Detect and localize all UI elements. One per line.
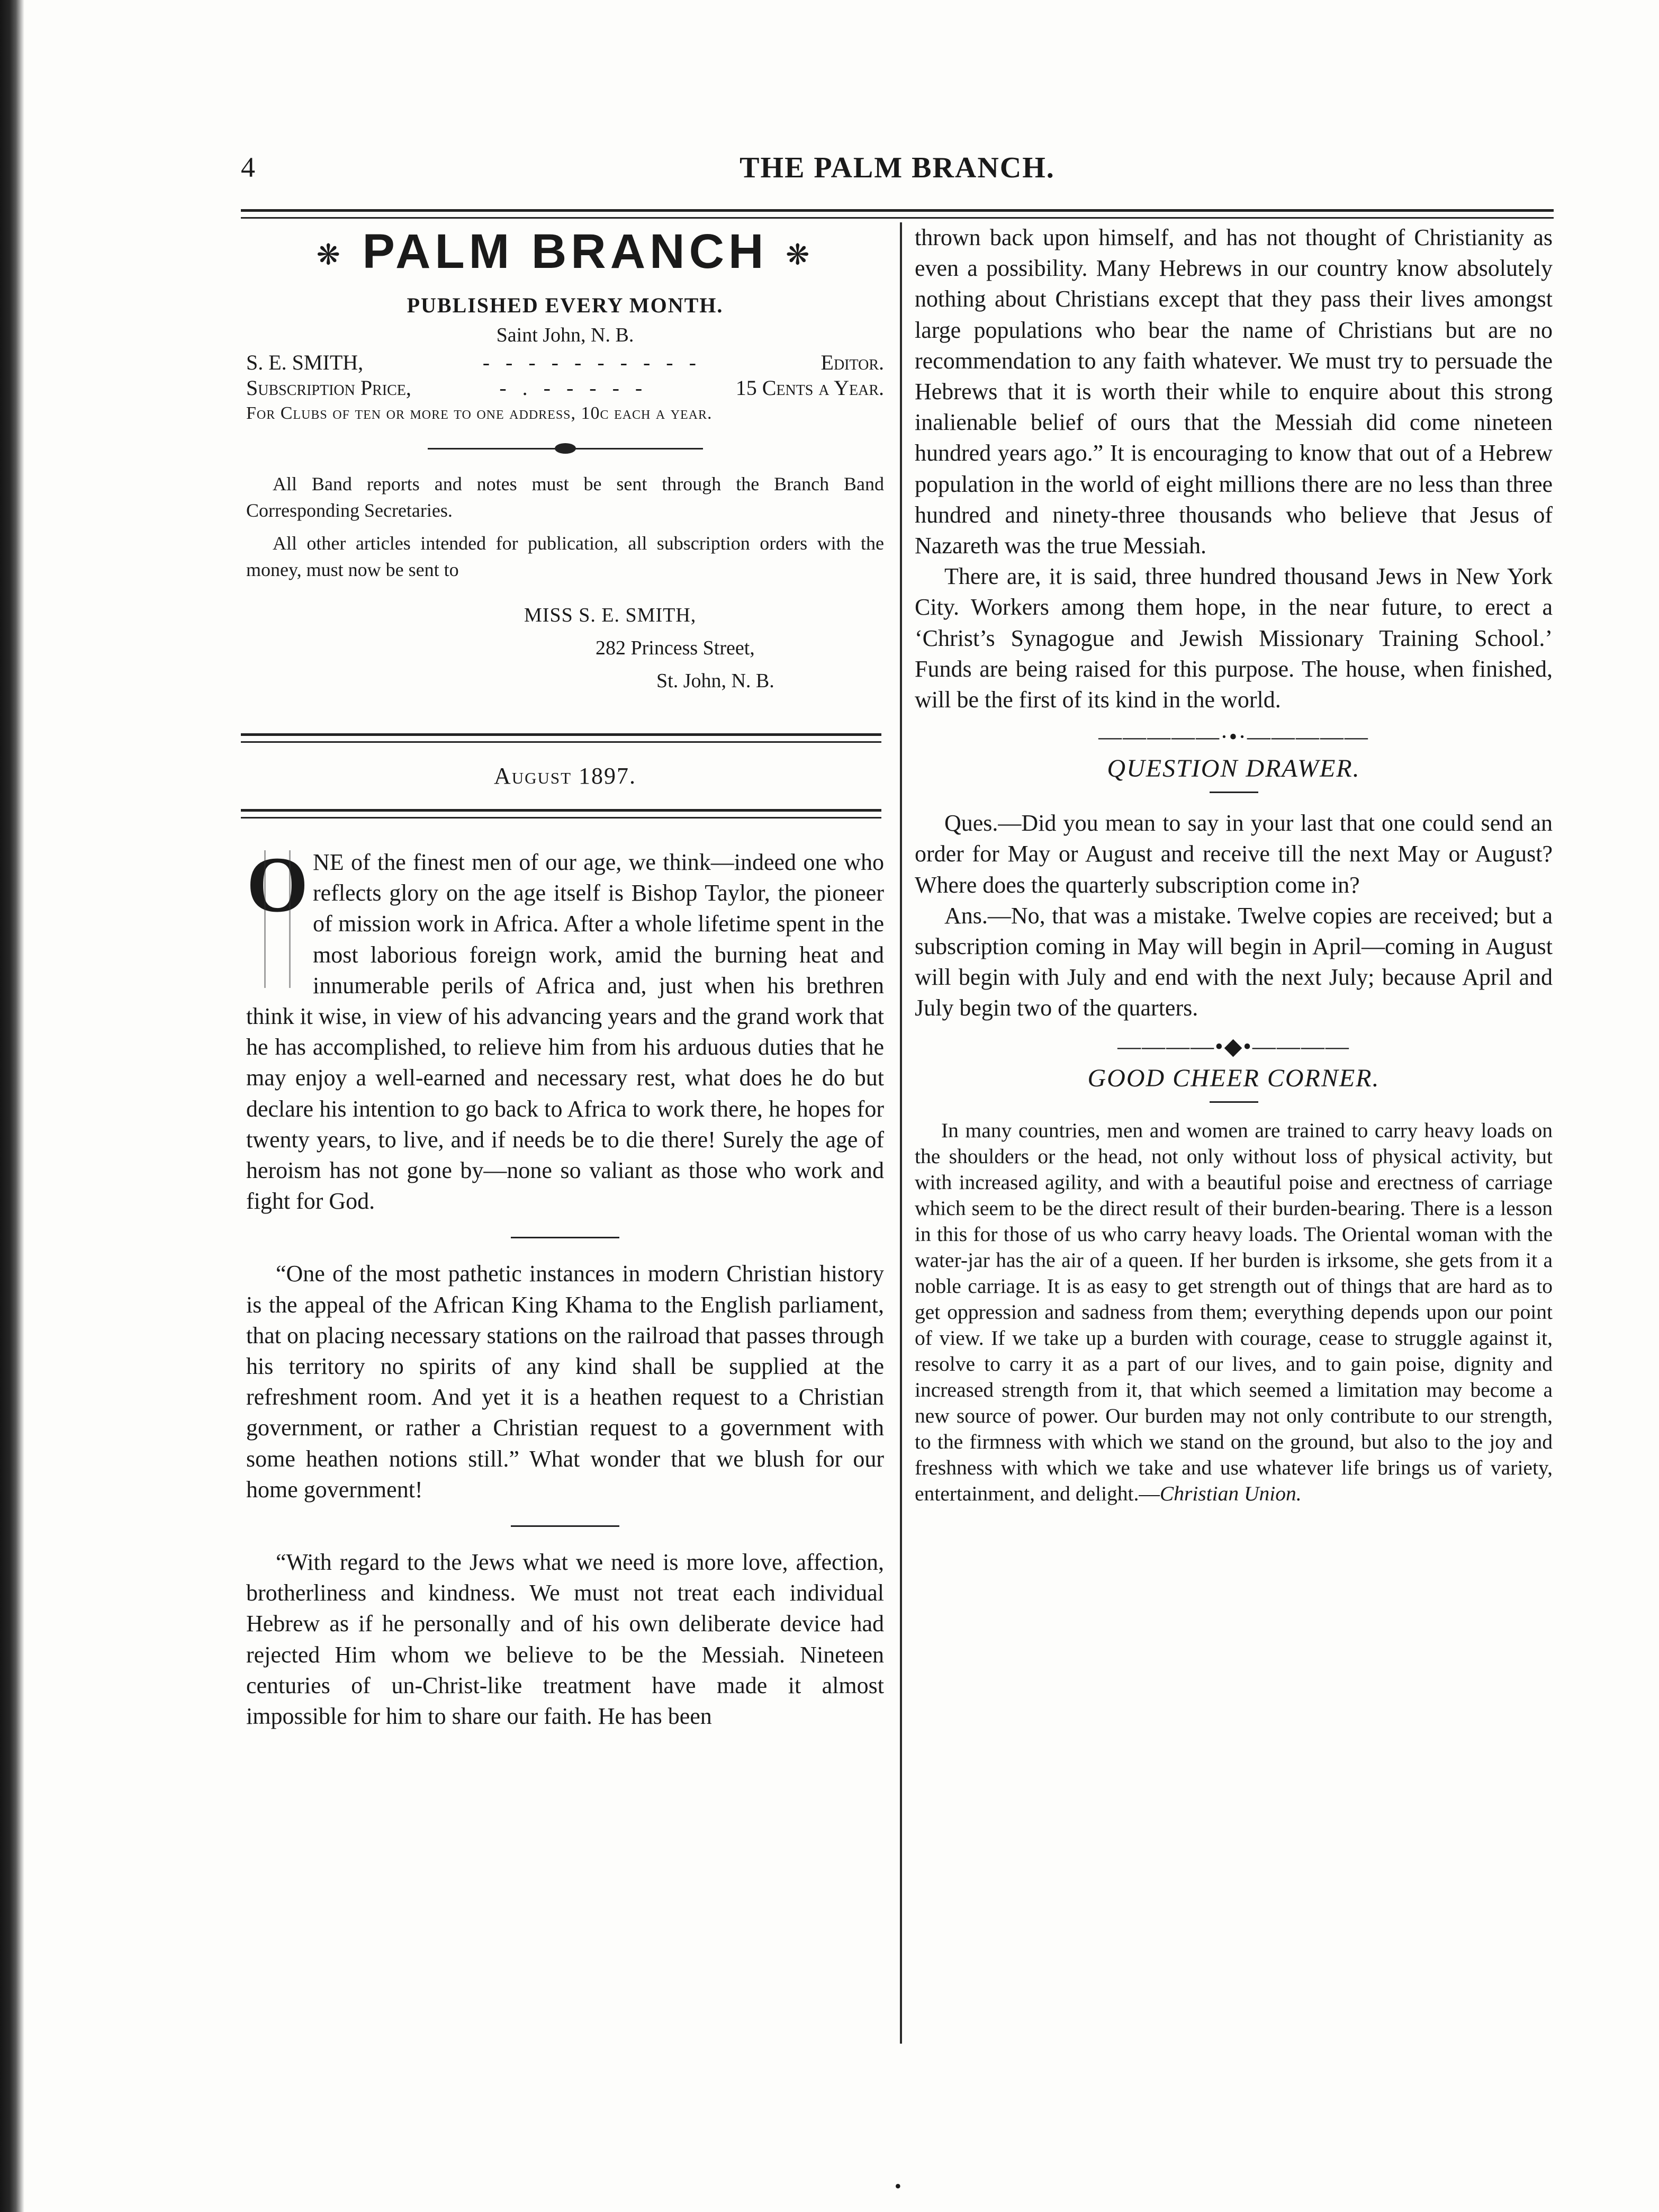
notice-articles: All other articles intended for publication, all subscription orders with the money, must now be sent to: [246, 532, 884, 580]
section-rule: [511, 1237, 619, 1238]
header-double-rule: [241, 209, 1554, 219]
jews-paragraph-start: “With regard to the Jews what we need is more love, affection, brotherliness and kindness. We must not treat each individual Hebrew as if he personally and of his own deliberate device had rejected Him whom we believe to be the Messiah. Nineteen centuries of un-Christ-like treatment have made it almost impossible for him to share our faith. He has been: [246, 1549, 884, 1730]
price-row: [246, 375, 884, 401]
page-header: [241, 151, 1554, 193]
bottom-mark: •: [895, 2175, 901, 2197]
book-binding-edge: [0, 0, 24, 2212]
question-drawer-title: QUESTION DRAWER.: [1107, 754, 1360, 783]
answer-text: Ans.—No, that was a mistake. Twelve copies are received; but a subscription coming in May will begin in April—coming in August will begin with July and end with the next July; because April and July begin two of the quarters.: [915, 902, 1553, 1021]
editor-name: S. E. SMITH,: [246, 350, 364, 374]
address-city: St. John, N. B.: [656, 669, 774, 692]
drop-cap: O: [246, 850, 309, 993]
editor-row: [246, 350, 884, 375]
source-credit: Christian Union.: [1159, 1481, 1302, 1505]
price-value: 15 Cents a Year.: [735, 375, 884, 400]
notice-band-reports: All Band reports and notes must be sent through the Branch Band Corresponding Secretaries.: [246, 473, 884, 521]
masthead-title: [246, 222, 884, 284]
address-name: MISS S. E. SMITH,: [524, 604, 697, 626]
price-dots: - . - - - - -: [499, 375, 648, 400]
page-number: 4: [241, 151, 255, 183]
good-cheer-text: In many countries, men and women are trained to carry heavy loads on the shoulders or the head, not only without loss of physical activity, but with increased agility, and with a beautiful poise and erectness of carriage which seem to be the direct result of their burden-bearing. There is a lesson in this for those of us who carry heavy loads. The Oriental woman with the water-jar has the air of a queen. If her burden is irksome, she gets from it a noble carriage. It is as easy to get strength out of things that are hard as to get oppression and sadness from them; everything depends upon our point of view. If we take up a burden with courage, cease to struggle against it, resolve to carry it as a part of our lives, and to gain poise, dignity and increased strength from it, that which seemed a limitation may become a new source of power. Our burden may not only contribute to our strength, to the firmness with which we stand on the ground, but also to the joy and freshness with which we take and use whatever life brings us of variety, entertainment, and delight.—: [915, 1118, 1553, 1505]
editor-label: Editor.: [821, 350, 884, 374]
masthead-title-text: PALM BRANCH: [362, 224, 768, 278]
address-street: 282 Princess Street,: [596, 636, 755, 659]
section-rule: [511, 1525, 619, 1527]
king-khama-paragraph: “One of the most pathetic instances in modern Christian history is the appeal of the African King Khama to the English parliament, that on placing necessary stations on the railroad that passes through his territory no spirits of any kind shall be supplied at the refreshment room. And yet it is a heathen request to a Christian government, or rather a Christian request to a government with some heathen notions still.” What wonder that we blush for our home government!: [246, 1261, 884, 1503]
question-text: Ques.—Did you mean to say in your last that one could send an order for May or August and receive till the next May or August? Where does the quarterly subscription come in?: [915, 810, 1553, 898]
editor-dots: - - - - - - - - - -: [482, 350, 701, 374]
title-underline: [1210, 792, 1258, 793]
column-divider: [900, 222, 902, 2044]
right-column: [915, 222, 1553, 1507]
place-line: Saint John, N. B.: [496, 323, 634, 346]
running-title: THE PALM BRANCH.: [740, 151, 1055, 184]
price-label: Subscription Price,: [246, 375, 411, 400]
masthead: [246, 222, 884, 697]
masthead-bottom-rule: [241, 733, 881, 743]
ornament-right-icon: ❋: [786, 239, 814, 271]
good-cheer-body: [915, 1118, 1553, 1507]
section-divider: —————·•·—————: [1098, 724, 1369, 750]
issue-date: August 1897.: [493, 763, 637, 789]
section-divider: ————•◆•————: [1117, 1033, 1350, 1059]
new-york-paragraph: There are, it is said, three hundred thousand Jews in New York City. Workers among them hope, in the near future, to erect a ‘Christ’s Synagogue and Jewish Missionary Training School.’ Funds are being raised for this purpose. The house, when finished, will be the first of its kind in the world.: [915, 563, 1553, 713]
published-line: PUBLISHED EVERY MONTH.: [407, 293, 724, 317]
clubs-line: For Clubs of ten or more to one address, 10c each a year.: [246, 403, 713, 423]
bishop-taylor-paragraph: NE of the finest men of our age, we think—indeed one who reflects glory on the age itself is Bishop Taylor, the pioneer of mission work in Africa. After a whole lifetime spent in the most laborious foreign work, amid the burning heat and innumerable perils of Africa and, just when his brethren think it wise, in view of his advancing years and the grand work that he has accomplished, to relieve him from his arduous duties that he may enjoy a well-earned and necessary rest, what does he do but declare his intention to go back to Africa to work there, he hopes for twenty years, to live, and if needs be to die there! Surely the age of heroism has not gone by—none so valiant as those who work and fight for God.: [246, 849, 884, 1215]
ornament-left-icon: ❋: [316, 239, 345, 271]
title-underline: [1210, 1101, 1258, 1103]
ornamental-rule: [428, 438, 703, 459]
date-bottom-rule: [241, 809, 881, 819]
jews-paragraph-continued: thrown back upon himself, and has not thought of Christianity as even a possibility. Many Hebrews in our country know absolutely nothing about Christians except that they pass their lives amongst large populations who bear the name of Christians but are no recommendation to any faith whatever. We must try to persuade the Hebrews that it is worth their while to enquire about this strong inalienable belief of ours that the Messiah did come nineteen hundred years ago.” It is encouraging to know that out of a Hebrew population in the world of eight millions there are no less than three hundred and ninety-three thousands who believe that Jesus of Nazareth was the true Messiah.: [915, 224, 1553, 559]
left-column: [246, 841, 884, 1732]
good-cheer-title: GOOD CHEER CORNER.: [1087, 1064, 1380, 1092]
